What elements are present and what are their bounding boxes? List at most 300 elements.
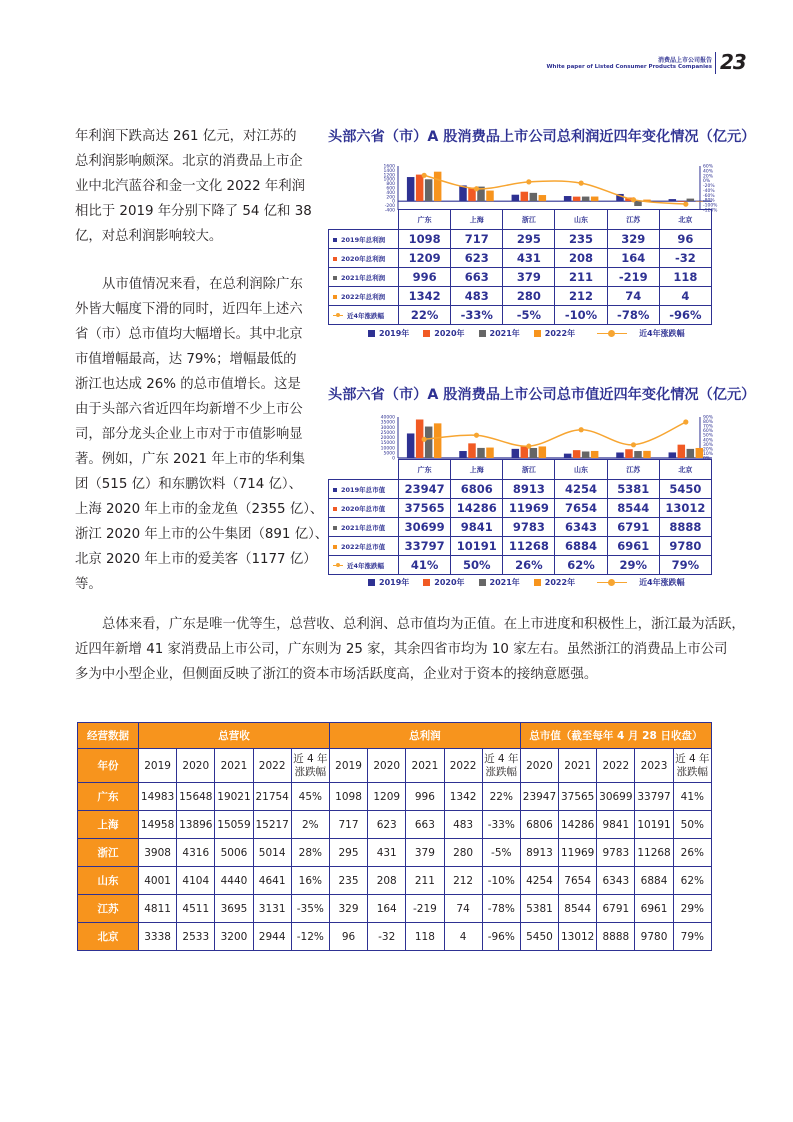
bar-2020年-上海 — [468, 443, 476, 458]
table-cell: 5014 — [253, 839, 291, 867]
value-cell: 663 — [451, 268, 503, 287]
table-cell: 10191 — [635, 811, 673, 839]
value-cell: 379 — [503, 268, 555, 287]
table-cell: 28% — [291, 839, 329, 867]
year-label: 年份 — [78, 749, 139, 783]
y-tick-label: -400 — [384, 208, 395, 214]
y-tick-label: 600 — [386, 186, 395, 192]
table-row — [78, 783, 712, 811]
y2-tick-label: 90% — [702, 415, 713, 421]
series-name: 2021年总市值 — [341, 523, 386, 532]
legend-label: 近4年涨跌幅 — [639, 578, 685, 587]
legend-swatch-icon — [423, 330, 430, 337]
series-marker-icon — [333, 526, 337, 530]
bar-2022年-上海 — [486, 191, 494, 202]
table-cell: -78% — [482, 895, 520, 923]
series-row — [329, 268, 712, 287]
bar-2021年-上海 — [477, 448, 485, 458]
table-cell: 280 — [444, 839, 482, 867]
table-cell: 5006 — [215, 839, 253, 867]
table-cell: 23947 — [520, 783, 558, 811]
value-cell: 996 — [399, 268, 451, 287]
year-header: 2019 — [329, 749, 367, 783]
series-label — [329, 306, 399, 325]
category-label: 北京 — [659, 210, 711, 230]
value-cell: 8544 — [607, 499, 659, 518]
chart1-legend — [368, 328, 685, 339]
text-line: 等。 — [75, 577, 102, 592]
category-row — [329, 460, 712, 480]
value-cell: 329 — [607, 230, 659, 249]
growth-row — [329, 306, 712, 325]
y2-tick-label: 50% — [702, 433, 713, 439]
legend-swatch-icon — [479, 579, 486, 586]
series-marker-icon — [333, 276, 337, 280]
series-name: 2022年总利润 — [341, 292, 386, 301]
y2-tick-label: 40% — [702, 169, 713, 175]
series-label — [329, 480, 399, 499]
series-row — [329, 480, 712, 499]
series-label — [329, 499, 399, 518]
text-line: 团（515 亿）和东鹏饮料（714 亿）、 — [75, 477, 303, 492]
legend-label: 2020年 — [434, 329, 465, 338]
table-cell: 4104 — [177, 867, 215, 895]
table-cell: 16% — [291, 867, 329, 895]
table-cell: 4316 — [177, 839, 215, 867]
bar-2019年-北京 — [669, 452, 677, 458]
category-label: 广东 — [399, 210, 451, 230]
series-marker-icon — [333, 545, 337, 549]
y-tick-label: 1000 — [383, 177, 395, 183]
value-cell: 6806 — [451, 480, 503, 499]
legend-item — [368, 328, 409, 339]
category-label: 广东 — [399, 460, 451, 480]
table-cell: 14983 — [139, 783, 177, 811]
table-cell: 3908 — [139, 839, 177, 867]
table-cell: 79% — [673, 923, 711, 951]
group-header: 总利润 — [329, 723, 520, 749]
y2-tick-label: 80% — [702, 420, 713, 426]
legend-line-icon — [597, 333, 627, 335]
value-cell: 5450 — [659, 480, 711, 499]
growth-cell: -96% — [659, 306, 711, 325]
y-tick-label: 15000 — [380, 441, 395, 447]
legend-swatch-icon — [368, 330, 375, 337]
table-cell: 19021 — [215, 783, 253, 811]
value-cell: 717 — [451, 230, 503, 249]
legend-item — [479, 328, 520, 339]
table-cell: 212 — [444, 867, 482, 895]
y2-tick-label: 0% — [702, 456, 711, 462]
series-marker-icon — [333, 257, 337, 261]
y2-tick-label: 20% — [702, 447, 713, 453]
table-cell: 45% — [291, 783, 329, 811]
year-header-row — [78, 749, 712, 783]
growth-line — [424, 422, 686, 446]
value-cell: 8888 — [659, 518, 711, 537]
table-cell: 483 — [444, 811, 482, 839]
series-name: 近4年涨跌幅 — [347, 311, 385, 320]
text-line: 北京 2020 年上市的爱美客（1177 亿） — [75, 552, 317, 567]
table-cell: 15648 — [177, 783, 215, 811]
table-cell: 5381 — [520, 895, 558, 923]
value-cell: 1342 — [399, 287, 451, 306]
category-label: 浙江 — [503, 210, 555, 230]
value-cell: 235 — [555, 230, 607, 249]
y-tick-label: 40000 — [380, 415, 395, 421]
series-name: 2019年总利润 — [341, 235, 386, 244]
value-cell: 4254 — [555, 480, 607, 499]
table-cell: 6806 — [520, 811, 558, 839]
bar-2021年-北京 — [687, 449, 695, 458]
series-name: 2020年总利润 — [341, 254, 386, 263]
y-tick-label: 30000 — [380, 425, 395, 431]
text-line: 外皆大幅度下滑的同时，近四年上述六 — [75, 302, 303, 317]
growth-point-江苏 — [631, 442, 636, 447]
table-cell: 211 — [406, 867, 444, 895]
growth-point-山东 — [579, 181, 584, 186]
legend-item — [423, 577, 464, 588]
growth-point-北京 — [683, 202, 688, 207]
y-tick-label: 400 — [386, 190, 395, 196]
legend-label: 2022年 — [544, 329, 576, 338]
year-header: 2019 — [139, 749, 177, 783]
y-tick-label: -200 — [384, 204, 395, 210]
y2-tick-label: 60% — [702, 429, 713, 435]
category-label: 上海 — [451, 460, 503, 480]
text-line: 省（市）总市值均大幅增长。其中北京 — [75, 327, 303, 342]
province-label: 山东 — [78, 867, 139, 895]
y2-tick-label: -100% — [702, 203, 718, 209]
bar-2019年-山东 — [564, 196, 572, 201]
report-title-en: White paper of Listed Consumer Products Companies — [546, 64, 712, 70]
table-cell: 295 — [329, 839, 367, 867]
y2-tick-label: -40% — [702, 188, 715, 194]
text-line: 总体来看，广东是唯一优等生，总营收、总利润、总市值均为正值。在上市进度和积极性上，浙江最为活跃， — [102, 617, 745, 632]
report-title-cn: 消费品上市公司报告 — [657, 57, 712, 64]
value-cell: 37565 — [399, 499, 451, 518]
value-cell: 295 — [503, 230, 555, 249]
table-cell: 1342 — [444, 783, 482, 811]
table-cell: 22% — [482, 783, 520, 811]
bar-2019年-广东 — [407, 177, 415, 201]
table-cell: 2944 — [253, 923, 291, 951]
bar-2021年-浙江 — [530, 193, 538, 201]
series-row — [329, 230, 712, 249]
series-name: 近4年涨跌幅 — [347, 561, 385, 570]
bar-2019年-北京 — [669, 199, 677, 201]
year-header: 近 4 年涨跌幅 — [291, 749, 329, 783]
legend-swatch-icon — [368, 579, 375, 586]
series-row — [329, 287, 712, 306]
text-line: 相比于 2019 年分别下降了 54 亿和 38 — [75, 204, 312, 219]
value-cell: 9841 — [451, 518, 503, 537]
value-cell: 483 — [451, 287, 503, 306]
value-cell: 118 — [659, 268, 711, 287]
bar-2022年-山东 — [591, 451, 599, 458]
bar-2020年-北京 — [678, 445, 686, 458]
series-row — [329, 518, 712, 537]
series-name: 2022年总市值 — [341, 542, 386, 551]
growth-cell: -5% — [503, 306, 555, 325]
year-header: 近 4 年涨跌幅 — [673, 749, 711, 783]
province-label: 北京 — [78, 923, 139, 951]
table-cell: -32 — [368, 923, 406, 951]
legend-item — [589, 328, 685, 339]
y2-tick-label: -80% — [702, 198, 715, 204]
table-row — [78, 895, 712, 923]
table-cell: -10% — [482, 867, 520, 895]
legend-label: 2021年 — [489, 329, 520, 338]
year-header: 2022 — [444, 749, 482, 783]
value-cell: 280 — [503, 287, 555, 306]
year-header: 2023 — [635, 749, 673, 783]
growth-point-浙江 — [526, 444, 531, 449]
legend-item — [534, 577, 575, 588]
growth-point-上海 — [474, 186, 479, 191]
legend-label: 2019年 — [379, 578, 410, 587]
series-label — [329, 537, 399, 556]
group-header-row — [78, 723, 712, 749]
y-tick-label: 10000 — [380, 446, 395, 452]
table-cell: 3200 — [215, 923, 253, 951]
value-cell: 7654 — [555, 499, 607, 518]
value-cell: 212 — [555, 287, 607, 306]
blank-cell — [329, 210, 399, 230]
header-divider — [715, 52, 716, 74]
table-cell: 62% — [673, 867, 711, 895]
legend-swatch-icon — [534, 579, 541, 586]
legend-label: 2019年 — [379, 329, 410, 338]
bar-2019年-山东 — [564, 454, 572, 458]
value-cell: 6343 — [555, 518, 607, 537]
value-cell: 9780 — [659, 537, 711, 556]
table-cell: 1209 — [368, 783, 406, 811]
bar-2022年-北京 — [696, 201, 704, 202]
province-label: 浙江 — [78, 839, 139, 867]
value-cell: 11969 — [503, 499, 555, 518]
text-line: 著。例如，广东 2021 年上市的华利集 — [75, 452, 306, 467]
value-cell: 4 — [659, 287, 711, 306]
chart2-legend — [368, 577, 685, 588]
y-tick-label: 20000 — [380, 436, 395, 441]
bar-2019年-浙江 — [512, 449, 520, 458]
table-cell: -5% — [482, 839, 520, 867]
table-cell: 4254 — [520, 867, 558, 895]
year-header: 2021 — [559, 749, 597, 783]
table-cell: 623 — [368, 811, 406, 839]
y2-tick-label: 0% — [702, 179, 711, 185]
table-cell: 996 — [406, 783, 444, 811]
table-cell: 14958 — [139, 811, 177, 839]
bar-2020年-北京 — [678, 201, 686, 202]
y2-tick-label: -60% — [702, 193, 715, 199]
line-marker-icon — [333, 315, 343, 316]
legend-swatch-icon — [479, 330, 486, 337]
table-cell: 329 — [329, 895, 367, 923]
legend-swatch-icon — [534, 330, 541, 337]
text-line: 司，部分龙头企业上市对于市值影响显 — [75, 427, 303, 442]
table-cell: 21754 — [253, 783, 291, 811]
group-header: 总营收 — [139, 723, 330, 749]
growth-cell: -33% — [451, 306, 503, 325]
growth-cell: 22% — [399, 306, 451, 325]
chart1-data-table — [328, 209, 712, 325]
table-cell: 379 — [406, 839, 444, 867]
table-cell: 13896 — [177, 811, 215, 839]
series-marker-icon — [333, 488, 337, 492]
y2-tick-label: -20% — [702, 184, 715, 190]
table-cell: 50% — [673, 811, 711, 839]
value-cell: 33797 — [399, 537, 451, 556]
bar-2022年-广东 — [434, 423, 442, 458]
y-tick-label: 1400 — [383, 168, 395, 174]
table-cell: 235 — [329, 867, 367, 895]
value-cell: 6791 — [607, 518, 659, 537]
value-cell: 431 — [503, 249, 555, 268]
table-cell: 3131 — [253, 895, 291, 923]
table-cell: 7654 — [559, 867, 597, 895]
bar-2020年-浙江 — [521, 192, 529, 201]
bar-2022年-浙江 — [539, 446, 547, 458]
value-cell: 30699 — [399, 518, 451, 537]
text-line: 浙江也达成 26% 的总市值增长。这是 — [75, 377, 301, 392]
series-label — [329, 556, 399, 575]
series-marker-icon — [333, 507, 337, 511]
y-tick-label: 5000 — [383, 451, 395, 457]
text-line: 总利润影响颇深。北京的消费品上市企 — [75, 154, 303, 169]
bar-2020年-山东 — [573, 450, 581, 458]
bar-2019年-浙江 — [512, 195, 520, 201]
growth-cell: 29% — [607, 556, 659, 575]
year-header: 2022 — [253, 749, 291, 783]
y2-tick-label: 70% — [702, 424, 713, 430]
table-cell: 29% — [673, 895, 711, 923]
bar-2021年-浙江 — [530, 448, 538, 458]
text-line: 业中北汽蓝谷和金一文化 2022 年利润 — [75, 179, 306, 194]
bar-2022年-江苏 — [643, 451, 651, 458]
legend-item — [589, 577, 685, 588]
bar-2021年-北京 — [687, 199, 695, 202]
table-cell: 11268 — [635, 839, 673, 867]
table-cell: -219 — [406, 895, 444, 923]
value-cell: 14286 — [451, 499, 503, 518]
legend-item — [368, 577, 409, 588]
table-cell: 30699 — [597, 783, 635, 811]
line-marker-icon — [333, 565, 343, 566]
text-line: 浙江 2020 年上市的公牛集团（891 亿）、 — [75, 527, 329, 542]
chart1-plot — [320, 163, 720, 213]
growth-cell: 50% — [451, 556, 503, 575]
table-cell: 15059 — [215, 811, 253, 839]
legend-label: 2020年 — [434, 578, 465, 587]
value-cell: 6884 — [555, 537, 607, 556]
value-cell: 23947 — [399, 480, 451, 499]
bar-2021年-广东 — [425, 427, 433, 458]
growth-point-北京 — [683, 419, 688, 424]
series-name: 2019年总市值 — [341, 485, 386, 494]
text-line: 亿，对总利润影响较大。 — [75, 229, 223, 244]
y-tick-label: 25000 — [380, 430, 395, 436]
table-cell: 4511 — [177, 895, 215, 923]
bar-2022年-山东 — [591, 197, 599, 202]
growth-point-上海 — [474, 433, 479, 438]
growth-point-江苏 — [631, 197, 636, 202]
table-cell: 3695 — [215, 895, 253, 923]
value-cell: 211 — [555, 268, 607, 287]
series-label — [329, 249, 399, 268]
bar-2022年-浙江 — [539, 195, 547, 201]
growth-cell: 79% — [659, 556, 711, 575]
table-cell: 4811 — [139, 895, 177, 923]
bar-2021年-江苏 — [634, 201, 642, 206]
text-line: 上海 2020 年上市的金龙鱼（2355 亿）、 — [75, 502, 324, 517]
bar-2022年-北京 — [696, 448, 704, 458]
legend-item — [479, 577, 520, 588]
table-cell: -12% — [291, 923, 329, 951]
category-label: 山东 — [555, 210, 607, 230]
table-cell: 96 — [329, 923, 367, 951]
table-cell: 74 — [444, 895, 482, 923]
series-row — [329, 537, 712, 556]
value-cell: 8913 — [503, 480, 555, 499]
text-line: 年利润下跌高达 261 亿元，对江苏的 — [75, 129, 297, 144]
y-tick-label: 0 — [392, 199, 395, 205]
table-cell: 8888 — [597, 923, 635, 951]
growth-cell: 62% — [555, 556, 607, 575]
province-label: 上海 — [78, 811, 139, 839]
bar-2019年-上海 — [459, 451, 467, 458]
table-cell: 164 — [368, 895, 406, 923]
year-header: 2020 — [177, 749, 215, 783]
table-cell: 3338 — [139, 923, 177, 951]
table-cell: 4001 — [139, 867, 177, 895]
table-cell: 4641 — [253, 867, 291, 895]
series-name: 2020年总市值 — [341, 504, 386, 513]
table-cell: 5450 — [520, 923, 558, 951]
series-label — [329, 287, 399, 306]
legend-label: 2022年 — [544, 578, 576, 587]
province-label: 江苏 — [78, 895, 139, 923]
table-cell: 717 — [329, 811, 367, 839]
table-cell: 6884 — [635, 867, 673, 895]
table-cell: 663 — [406, 811, 444, 839]
year-header: 2020 — [520, 749, 558, 783]
table-cell: 431 — [368, 839, 406, 867]
chart2-data-table — [328, 459, 712, 575]
value-cell: 623 — [451, 249, 503, 268]
table-row — [78, 839, 712, 867]
value-cell: 6961 — [607, 537, 659, 556]
year-header: 2021 — [406, 749, 444, 783]
table-cell: -35% — [291, 895, 329, 923]
text-line: 由于头部六省近四年均新增不少上市公 — [75, 402, 303, 417]
value-cell: 11268 — [503, 537, 555, 556]
bar-2022年-上海 — [486, 448, 494, 458]
year-header: 2021 — [215, 749, 253, 783]
growth-cell: 26% — [503, 556, 555, 575]
year-header: 2020 — [368, 749, 406, 783]
legend-label: 近4年涨跌幅 — [639, 329, 685, 338]
table-cell: 37565 — [559, 783, 597, 811]
growth-cell: 41% — [399, 556, 451, 575]
table-cell: 6791 — [597, 895, 635, 923]
table-cell: 15217 — [253, 811, 291, 839]
bar-2021年-广东 — [425, 179, 433, 201]
value-cell: 96 — [659, 230, 711, 249]
bar-2021年-山东 — [582, 197, 590, 202]
table-cell: 9783 — [597, 839, 635, 867]
